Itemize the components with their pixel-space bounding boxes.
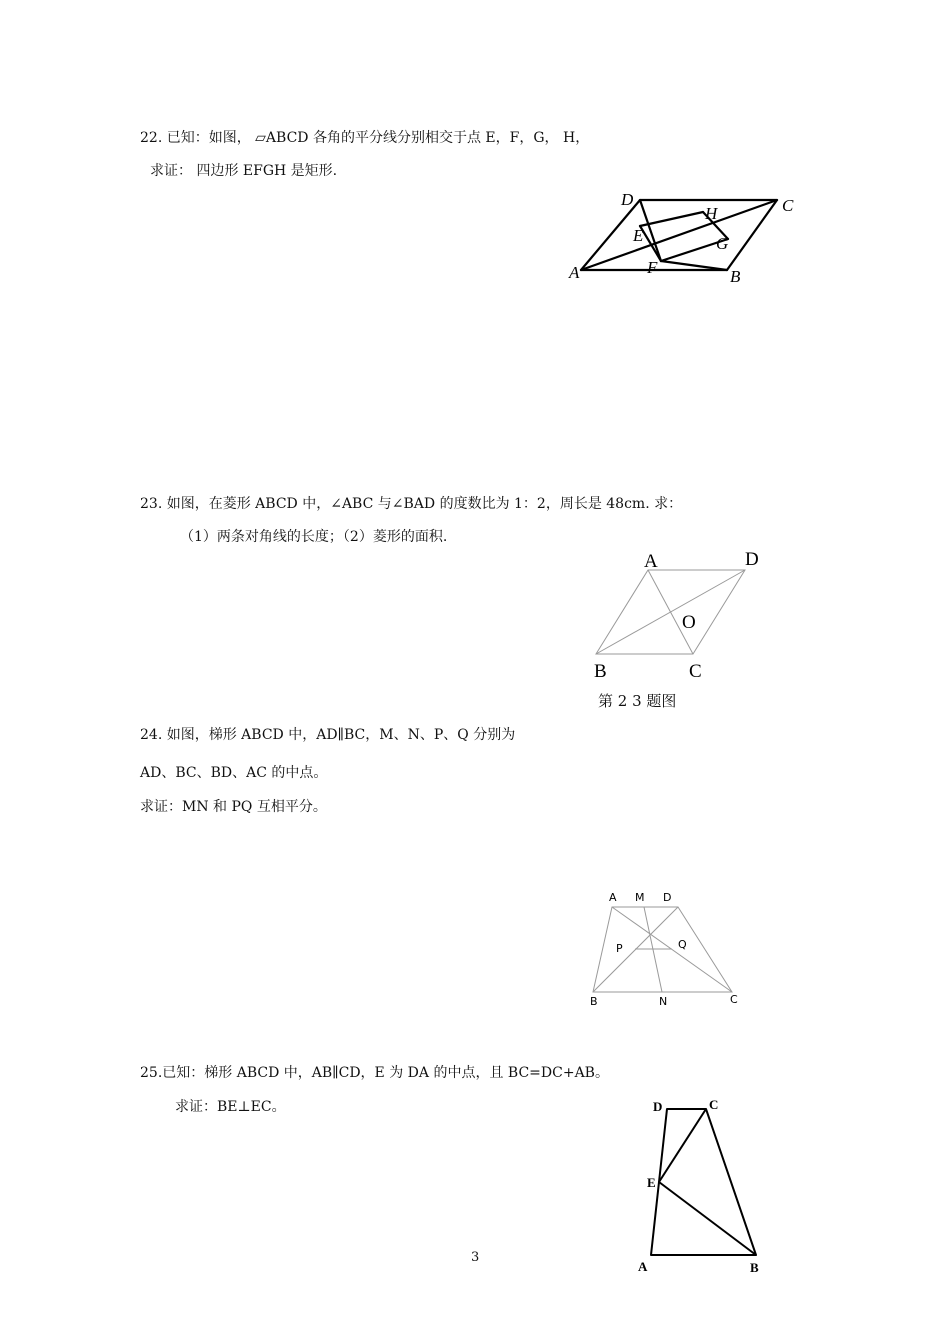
q24-statement-cont: AD、BC、BD、AC 的中点。 — [140, 765, 328, 781]
q25-segment-eb — [659, 1182, 756, 1255]
page-number: 3 — [471, 1250, 480, 1265]
q22-label-g: G — [716, 234, 729, 253]
q25-label-e: E — [647, 1175, 656, 1190]
q23-diagonal-bd — [596, 570, 745, 654]
q23-label-c: C — [689, 661, 702, 682]
q23-label-o: O — [682, 612, 696, 633]
q23-label-d: D — [745, 549, 759, 570]
q24-label-a: A — [609, 891, 617, 904]
q22-figure — [560, 185, 810, 295]
q22-label-e: E — [633, 226, 644, 245]
q25-prove: 求证：BE⊥EC。 — [175, 1099, 286, 1115]
q24-label-n: N — [659, 995, 668, 1008]
q23-label-a: A — [644, 551, 658, 572]
q25-figure — [630, 1090, 780, 1280]
q24-figure — [580, 885, 750, 1010]
q22-label-d: D — [621, 190, 634, 209]
q25-label-a: A — [638, 1259, 648, 1274]
q25-label-d: D — [653, 1099, 663, 1114]
q22-label-f: F — [647, 258, 658, 277]
q23-parts: （1）两条对角线的长度；（2）菱形的面积. — [180, 529, 448, 545]
q22-prove: 求证： 四边形 EFGH 是矩形. — [150, 163, 338, 179]
q23-figure — [585, 545, 775, 690]
q24-label-d: D — [663, 891, 672, 904]
q25-label-c: C — [709, 1097, 719, 1112]
q23-figure-caption: 第 2 3 题图 — [598, 692, 677, 710]
q24-statement: 24. 如图，梯形 ABCD 中，AD∥BC，M、N、P、Q 分别为 — [140, 727, 516, 743]
q24-label-p: P — [616, 942, 623, 955]
q24-label-c: C — [730, 993, 738, 1006]
q25-label-b: B — [750, 1260, 759, 1275]
q25-trapezoid — [651, 1109, 756, 1255]
q25-statement: 25.已知：梯形 ABCD 中，AB∥CD，E 为 DA 的中点，且 BC=DC+AB。 — [140, 1065, 609, 1081]
q22-label-a: A — [569, 263, 580, 282]
q22-label-h: H — [705, 204, 718, 223]
q24-label-m: M — [635, 891, 645, 904]
q24-label-b: B — [590, 995, 598, 1008]
q23-statement: 23. 如图，在菱形 ABCD 中，∠ABC 与∠BAD 的度数比为 1：2，周长是 48cm. 求： — [140, 496, 683, 512]
q24-prove: 求证：MN 和 PQ 互相平分。 — [140, 799, 327, 815]
q22-label-c: C — [782, 196, 794, 215]
q23-label-b: B — [594, 661, 607, 682]
q24-label-q: Q — [678, 938, 687, 951]
q22-label-b: B — [730, 267, 741, 286]
q22-statement: 22. 已知：如图， ▱ABCD 各角的平分线分别相交于点 E，F，G， H， — [140, 130, 590, 146]
